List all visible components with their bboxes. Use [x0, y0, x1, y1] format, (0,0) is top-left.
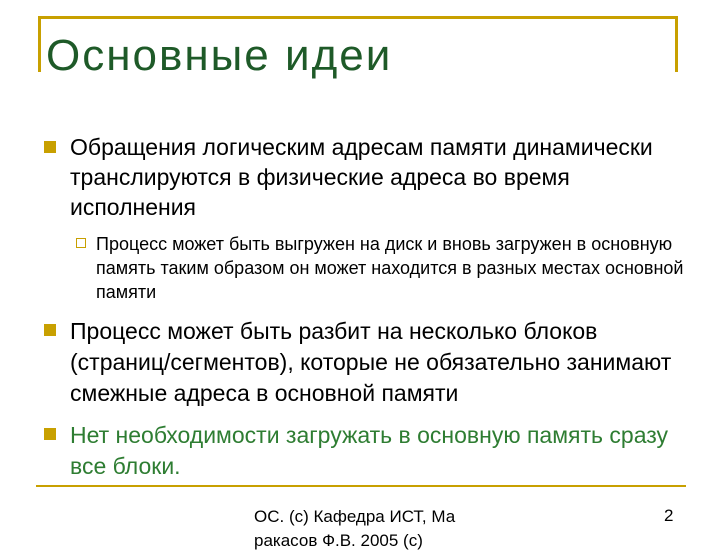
bullet-text-1: Обращения логическим адресам памяти динамически транслируются в физические адреса во время исполнения — [70, 134, 653, 220]
frame-top-line — [38, 16, 678, 19]
footer-text: ОС. (c) Кафедра ИСТ, Ма ракасов Ф.В. 2005 (c) — [254, 507, 456, 550]
footer-divider — [36, 485, 686, 487]
slide-title: Основные идеи — [46, 31, 393, 80]
square-bullet-icon — [44, 141, 56, 153]
square-bullet-icon — [44, 324, 56, 336]
frame-right-line — [675, 16, 678, 72]
page-number: 2 — [664, 506, 674, 525]
square-bullet-icon — [44, 428, 56, 440]
hollow-square-bullet-icon — [76, 238, 86, 248]
sub-bullet-text-1: Процесс может быть выгружен на диск и вновь загружен в основную память таким образом он может находится в разных местах основной памяти — [96, 234, 684, 302]
frame-left-line — [38, 16, 41, 72]
bullet-text-2: Процесс может быть разбит на несколько блоков (страниц/сегментов), которые не обязательно занимают смежные адреса в основной памяти — [70, 318, 672, 406]
bullet-text-3: Нет необходимости загружать в основную память сразу все блоки. — [70, 422, 669, 479]
